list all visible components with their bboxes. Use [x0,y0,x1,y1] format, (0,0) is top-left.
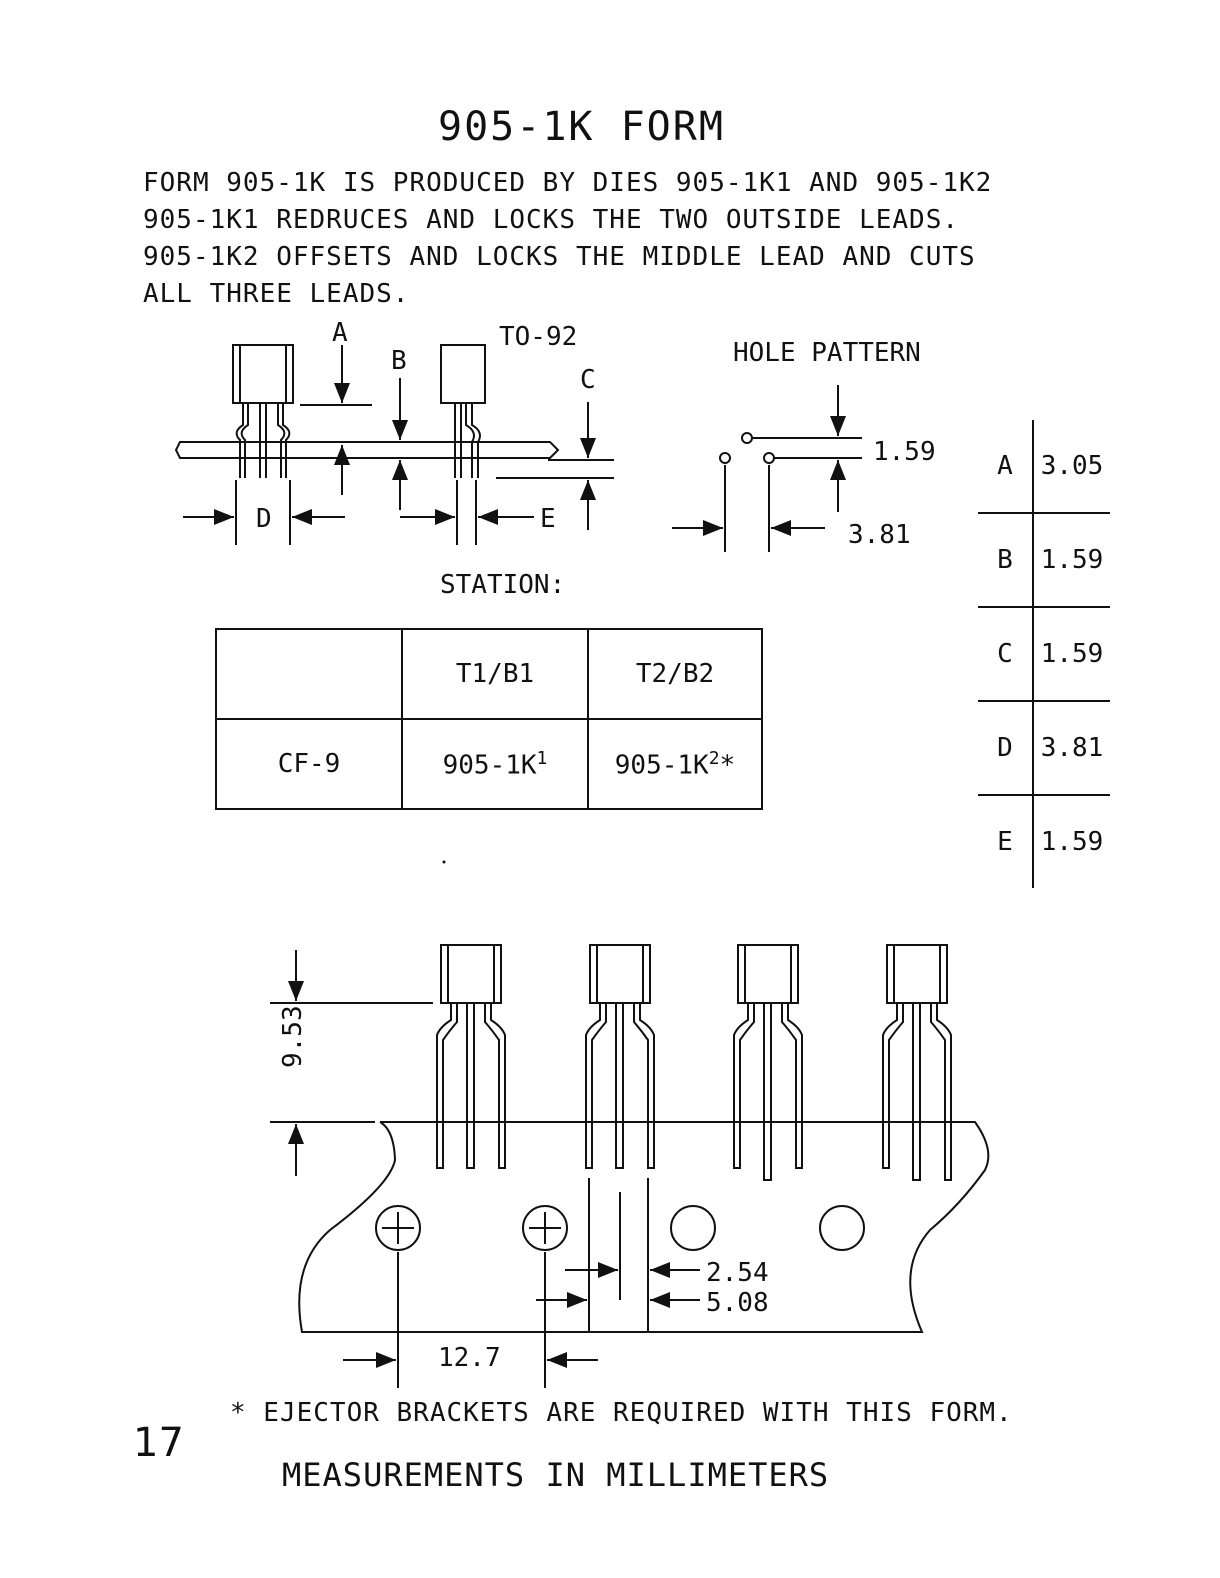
station-row-cf9 [216,719,762,809]
hole-pattern-title: HOLE PATTERN [733,338,921,368]
dimension-row-c [978,607,1110,701]
hole-1 [742,433,752,443]
stray-dot [443,861,446,864]
station-label: STATION: [440,570,566,600]
label-e: E [540,504,556,534]
tape-diagram [270,945,988,1388]
label-a: A [332,318,348,348]
description-line-3: 905-1K2 OFFSETS AND LOCKS THE MIDDLE LEAD AND CUTS [143,242,976,272]
dimension-key: E [978,795,1033,888]
lead-pitch-label: 2.54 [706,1258,769,1288]
hole-2 [720,453,730,463]
station-row-t2-sup: 2 [708,747,720,769]
sprocket-hole-3 [671,1206,715,1250]
station-header-t1: T1/B1 [402,629,588,719]
package-label: TO-92 [499,322,578,352]
station-header-empty [216,629,402,719]
dimension-key: B [978,513,1033,607]
station-row-name: CF-9 [216,719,402,809]
footnote: * EJECTOR BRACKETS ARE REQUIRED WITH THIS FORM. [230,1398,1013,1428]
station-header-row [216,629,762,719]
dimension-row-e [978,795,1110,888]
transistor-body-right [441,345,485,403]
dimension-row-a [978,420,1110,513]
dimension-value: 1.59 [1040,827,1104,857]
tape-transistor-2 [586,945,654,1168]
hole-vertical-offset: 1.59 [873,437,936,467]
dimension-key: C [978,607,1033,701]
hole-pattern-diagram [672,385,862,552]
station-row-t2 [588,719,762,809]
dimension-value: 3.05 [1040,451,1104,481]
station-row-t1-sup: 1 [536,747,548,769]
hole-horizontal-pitch: 3.81 [848,520,911,550]
dimension-value: 1.59 [1040,639,1104,669]
hole-pitch-label: 12.7 [438,1343,501,1373]
station-table [215,628,763,810]
label-d: D [256,504,272,534]
tape-transistor-3 [734,945,802,1180]
station-row-t2-die: 905-1K [614,750,709,781]
dimension-row-d [978,701,1110,795]
station-row-t1 [402,719,588,809]
description-line-2: 905-1K1 REDRUCES AND LOCKS THE TWO OUTSIDE LEADS. [143,205,960,235]
label-b: B [391,346,407,376]
tape-transistor-4 [883,945,951,1180]
lead-span-label: 5.08 [706,1288,769,1318]
label-c: C [580,365,596,395]
transistor-body-left [233,345,293,403]
description-line-4: ALL THREE LEADS. [143,279,410,309]
hole-3 [764,453,774,463]
dimension-value: 3.81 [1040,733,1104,763]
carrier-strip [176,442,558,458]
station-row-t2-mark: * [719,750,736,781]
station-row-t1-die: 905-1K [442,750,537,781]
page-title: 905-1K FORM [438,104,725,150]
description-line-1: FORM 905-1K IS PRODUCED BY DIES 905-1K1 AND 905-1K2 [143,168,993,198]
dimension-value: 1.59 [1040,545,1104,575]
dimension-key: D [978,701,1033,795]
station-header-t2: T2/B2 [588,629,762,719]
tape-height-label: 9.53 [278,1005,308,1068]
dimension-key: A [978,420,1033,513]
page-number: 17 [133,1420,184,1466]
tape-transistor-1 [437,945,505,1168]
dimensions-table [978,420,1110,888]
dimension-row-b [978,513,1110,607]
sprocket-hole-4 [820,1206,864,1250]
units-note: MEASUREMENTS IN MILLIMETERS [282,1456,830,1494]
